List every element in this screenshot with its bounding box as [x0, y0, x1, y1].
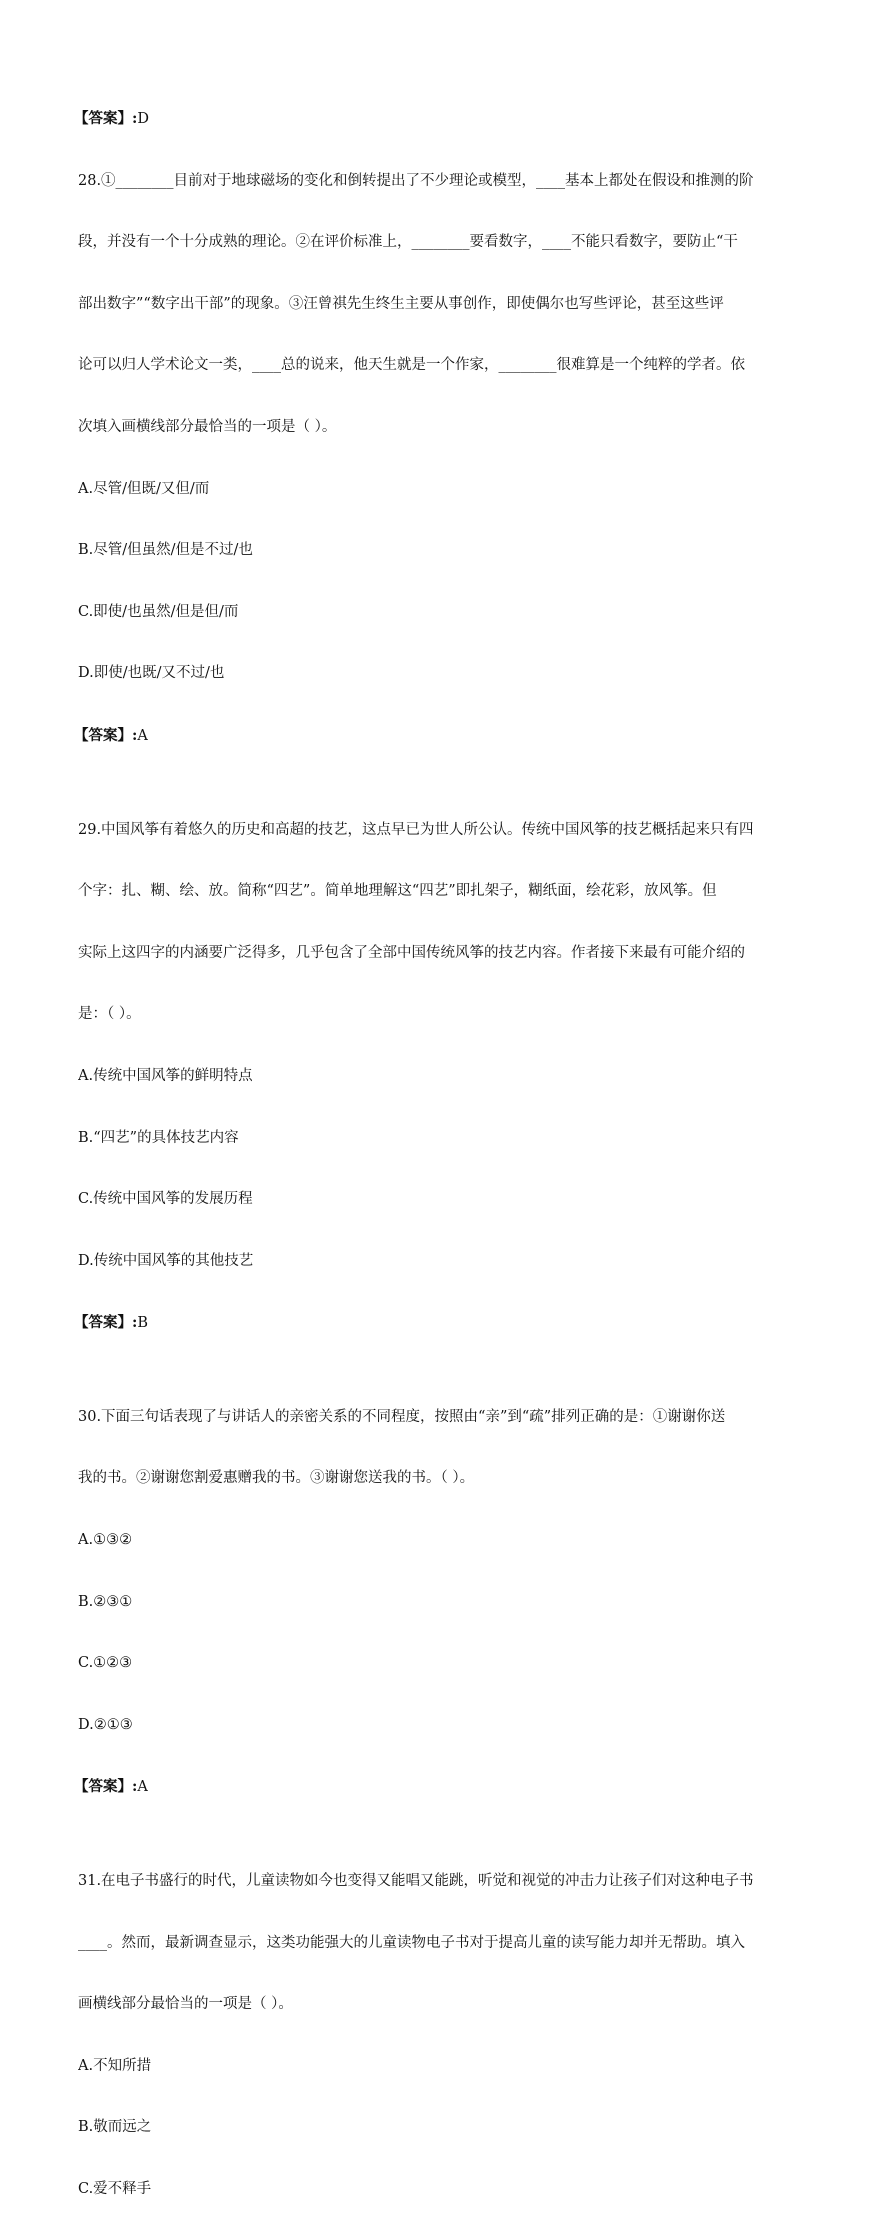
- answer-line-q27: [74, 104, 805, 135]
- option-d: D.即使/也既/又不过/也: [78, 665, 225, 682]
- answer-value: A: [137, 727, 148, 744]
- question-stem-line: 论可以归人学术论文一类，____总的说来，他天生就是一个作家，________很难算是一个纯粹的学者。依: [78, 357, 745, 374]
- answer-value: B: [137, 1315, 149, 1332]
- question-30: [74, 1371, 805, 1835]
- question-31: [78, 1835, 805, 2237]
- question-stem-line: 31.在电子书盛行的时代，儿童读物如今也变得又能唱又能跳，听觉和视觉的冲击力让孩子们对这种电子书: [78, 1873, 754, 1890]
- answer-line-q30: [74, 1772, 805, 1803]
- option-c: C.①②③: [78, 1655, 133, 1672]
- answer-label: 【答案】:: [74, 726, 138, 744]
- option-a: A.①③②: [78, 1532, 133, 1549]
- option-a: A.传统中国风筝的鲜明特点: [78, 1067, 253, 1084]
- question-28: [74, 135, 805, 784]
- question-stem-line: 30.下面三句话表现了与讲话人的亲密关系的不同程度，按照由“亲”到“疏”排列正确的是：①谢谢你送: [78, 1408, 726, 1425]
- question-stem-line: 部出数字”“数字出干部”的现象。③汪曾祺先生终生主要从事创作，即使偶尔也写些评论，甚至这些评: [78, 295, 724, 312]
- option-b: B.尽管/但虽然/但是不过/也: [78, 542, 253, 559]
- question-stem-line: ____。然而，最新调查显示，这类功能强大的儿童读物电子书对于提高儿童的读写能力却并无帮助。填入: [78, 1934, 745, 1951]
- answer-label: 【答案】:: [74, 110, 138, 127]
- answer-line-q29: [74, 1308, 805, 1339]
- question-stem-line: 28.①________目前对于地球磁场的变化和倒转提出了不少理论或模型，____基本上都处在假设和推测的阶: [78, 172, 754, 189]
- question-stem-line: 段，并没有一个十分成熟的理论。②在评价标准上，________要看数字，____不能只看数字，要防止“干: [78, 234, 738, 251]
- question-stem-line: 我的书。②谢谢您割爱惠赠我的书。③谢谢您送我的书。（ ）。: [78, 1470, 475, 1487]
- answer-value: A: [137, 1779, 148, 1796]
- option-d: D.②①③: [78, 1716, 133, 1733]
- option-b: B.“四艺”的具体技艺内容: [78, 1129, 239, 1146]
- answer-value: D: [137, 111, 149, 127]
- option-b: B.②③①: [78, 1593, 133, 1610]
- option-a: A.尽管/但既/又但/而: [78, 480, 210, 497]
- answer-label: 【答案】:: [74, 1778, 138, 1796]
- answer-label: 【答案】:: [74, 1314, 138, 1332]
- question-29: [74, 784, 805, 1371]
- option-c: C.爱不释手: [78, 2181, 152, 2197]
- question-stem-line: 29.中国风筝有着悠久的历史和高超的技艺，这点早已为世人所公认。传统中国风筝的技艺概括起来只有四: [78, 821, 754, 838]
- answer-line-q28: [74, 721, 805, 752]
- question-stem-line: 次填入画横线部分最恰当的一项是（ ）。: [78, 418, 337, 435]
- option-d: D.传统中国风筝的其他技艺: [78, 1252, 254, 1269]
- question-stem-line: 是：（ ）。: [78, 1006, 141, 1023]
- question-stem-line: 实际上这四字的内涵要广泛得多，几乎包含了全部中国传统风筝的技艺内容。作者接下来最有可能介绍的: [78, 944, 745, 961]
- option-c: C.即使/也虽然/但是但/而: [78, 603, 239, 620]
- option-b: B.敬而远之: [78, 2119, 152, 2136]
- question-stem-line: 画横线部分最恰当的一项是（ ）。: [78, 1996, 293, 2013]
- option-c: C.传统中国风筝的发展历程: [78, 1191, 253, 1208]
- question-stem-line: 个字：扎、糊、绘、放。简称“四艺”。简单地理解这“四艺”即扎架子，糊纸面，绘花彩，放风筝。但: [78, 883, 717, 900]
- option-a: A.不知所措: [78, 2057, 152, 2074]
